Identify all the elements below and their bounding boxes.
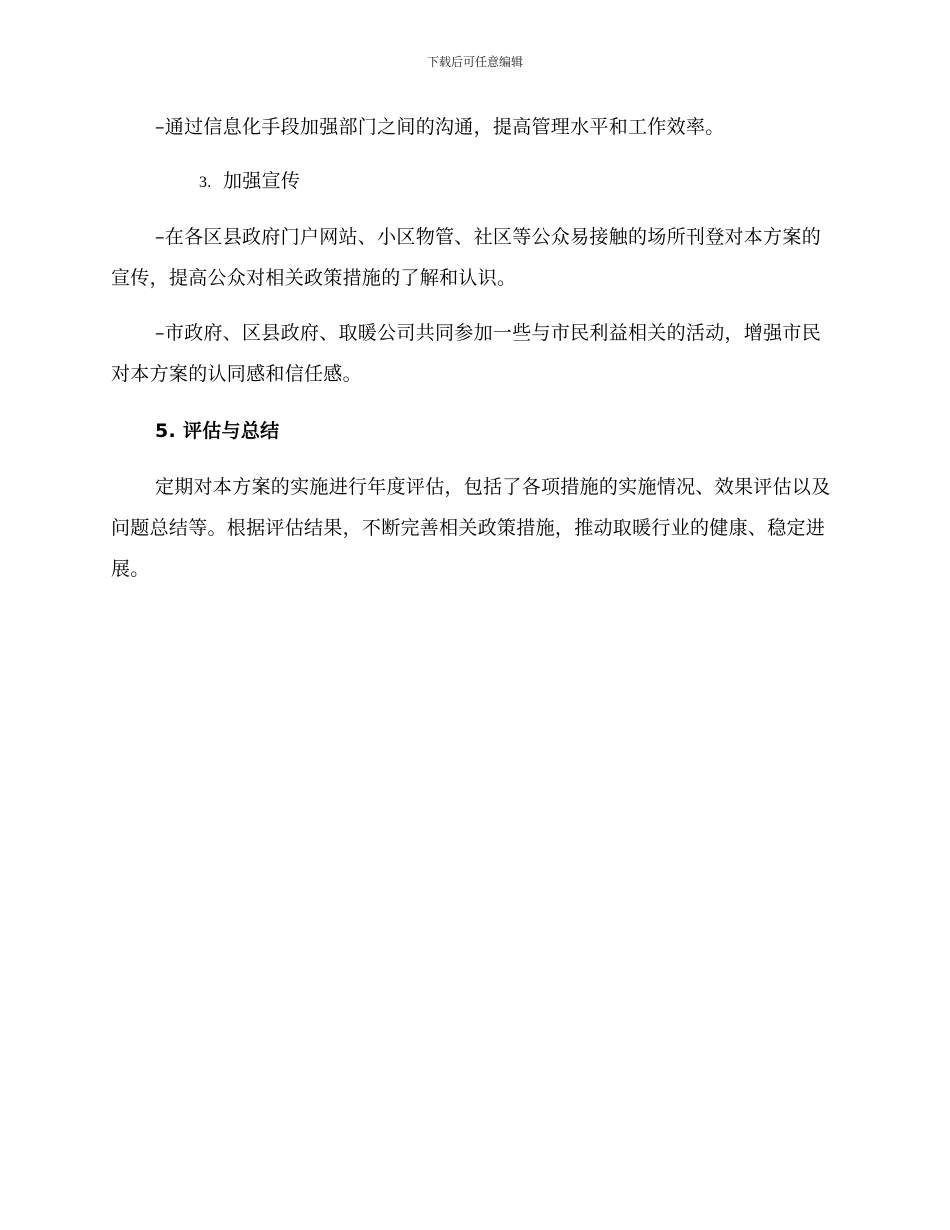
paragraph-publicity-websites: –在各区县政府门户网站、小区物管、社区等公众易接触的场所刊登对本方案的宣传，提高公众对相关政策措施的了解和认识。 [111,226,822,289]
paragraph-publicity-activities: –市政府、区县政府、取暖公司共同参加一些与市民利益相关的活动，增强市民对本方案的认同感和信任感。 [111,322,822,385]
page-header: 下载后可任意编辑 [426,55,523,69]
list-item-title: 加强宣传 [223,170,301,192]
paragraph-evaluation: 定期对本方案的实施进行年度评估，包括了各项措施的实施情况、效果评估以及问题总结等。根据评估结果，不断完善相关政策措施，推动取暖行业的健康、稳定进展。 [111,476,831,580]
section-heading-evaluation: 5. 评估与总结 [155,420,280,442]
list-number: 3. [199,174,212,191]
paragraph-communication: –通过信息化手段加强部门之间的沟通，提高管理水平和工作效率。 [155,116,725,138]
list-item-publicity [111,161,831,203]
